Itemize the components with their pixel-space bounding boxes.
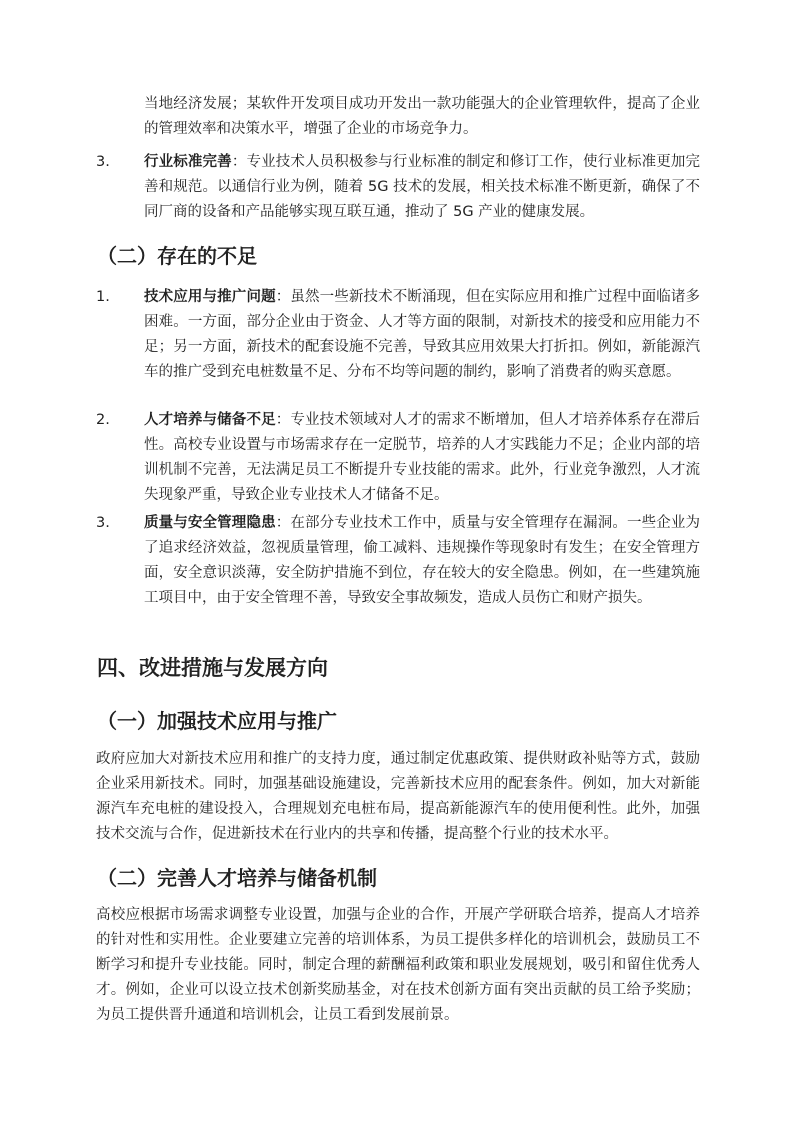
section-heading-shortcomings: （二）存在的不足 bbox=[97, 244, 257, 268]
section-heading-improvements: 四、改进措施与发展方向 bbox=[97, 656, 328, 680]
list-number: 1. bbox=[96, 289, 110, 305]
list-item bbox=[96, 511, 700, 636]
list-item bbox=[96, 408, 700, 508]
list-item bbox=[96, 150, 700, 225]
list-item-term: 人才培养与储备不足 bbox=[144, 412, 276, 428]
paragraph-talent: 高校应根据市场需求调整专业设置，加强与企业的合作，开展产学研联合培养，提高人才培养的针对性和实用性。企业要建立完善的培训体系，为员工提供多样化的培训机会，鼓励员工不断学习和提升专业技能。同时，制定合理的薪酬福利政策和职业发展规划，吸引和留住优秀人才。例如，企业可以设立技术创新奖励基金，对在技术创新方面有突出贡献的员工给予奖励；为员工提供晋升通道和培训机会，让员工看到发展前景。 bbox=[96, 907, 700, 1023]
list-item-body bbox=[144, 150, 700, 225]
list-item-body bbox=[144, 285, 700, 385]
list-item-text: ：专业技术人员积极参与行业标准的制定和修订工作，使行业标准更加完善和规范。以通信行业为例，随着 5G 技术的发展，相关技术标准不断更新，确保了不同厂商的设备和产品能够实现互联互通，推动了 5G 产业的健康发展。 bbox=[144, 154, 700, 220]
list-number: 3. bbox=[96, 154, 110, 170]
list-number: 2. bbox=[96, 412, 110, 428]
list-item-term: 质量与安全管理隐患 bbox=[144, 515, 276, 531]
list-item-body bbox=[144, 408, 700, 508]
subsection-heading-talent: （二）完善人才培养与储备机制 bbox=[97, 866, 377, 890]
list-item-term: 行业标准完善 bbox=[144, 154, 232, 170]
list-item-text: ：虽然一些新技术不断涌现，但在实际应用和推广过程中面临诸多困难。一方面，部分企业由于资金、人才等方面的限制，对新技术的接受和应用能力不足；另一方面，新技术的配套设施不完善，导致其应用效果大打折扣。例如，新能源汽车的推广受到充电桩数量不足、分布不均等问题的制约，影响了消费者的购买意愿。 bbox=[144, 289, 700, 380]
list-item-body bbox=[144, 511, 700, 611]
list-item-term: 技术应用与推广问题 bbox=[144, 289, 276, 305]
subsection-heading-tech-promotion: （一）加强技术应用与推广 bbox=[97, 709, 337, 733]
list-number: 3. bbox=[96, 515, 110, 531]
list-item-text: ：专业技术领域对人才的需求不断增加，但人才培养体系存在滞后性。高校专业设置与市场需求存在一定脱节，培养的人才实践能力不足；企业内部的培训机制不完善，无法满足员工不断提升专业技能的需求。此外，行业竞争激烈，人才流失现象严重，导致企业专业技术人才储备不足。 bbox=[144, 412, 700, 503]
paragraph-tech-promotion: 政府应加大对新技术应用和推广的支持力度，通过制定优惠政策、提供财政补贴等方式，鼓励企业采用新技术。同时，加强基础设施建设，完善新技术应用的配套条件。例如，加大对新能源汽车充电桩的建设投入，合理规划充电桩布局，提高新能源汽车的使用便利性。此外，加强技术交流与合作，促进新技术在行业内的共享和传播，提高整个行业的技术水平。 bbox=[96, 751, 700, 842]
list-item-text: ：在部分专业技术工作中，质量与安全管理存在漏洞。一些企业为了追求经济效益，忽视质量管理，偷工减料、违规操作等现象时有发生；在安全管理方面，安全意识淡薄，安全防护措施不到位，存在较大的安全隐患。例如，在一些建筑施工项目中，由于安全管理不善，导致安全事故频发，造成人员伤亡和财产损失。 bbox=[144, 515, 700, 606]
list-item bbox=[96, 285, 700, 410]
paragraph-continuation: 当地经济发展；某软件开发项目成功开发出一款功能强大的企业管理软件，提高了企业的管理效率和决策水平，增强了企业的市场竞争力。 bbox=[144, 96, 700, 137]
